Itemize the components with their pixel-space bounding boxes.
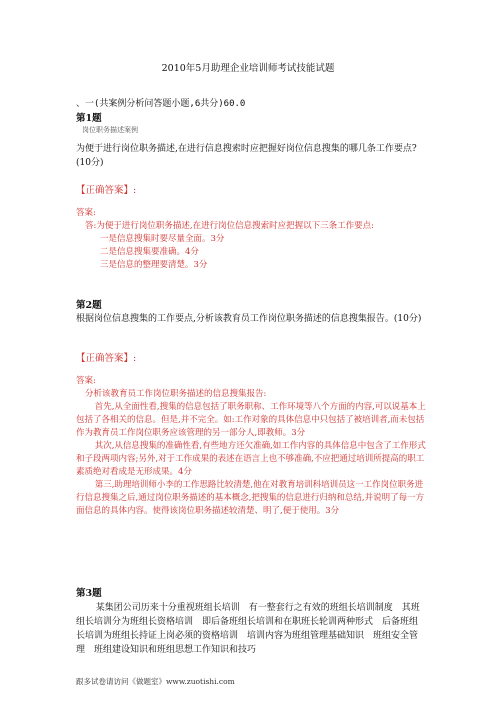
question-1-subtitle: 岗位职务描述案例 <box>82 126 138 134</box>
question-1-text: 为便于进行岗位职务描述,在进行信息搜索时应把握好岗位信息搜集的哪几条工作要点?(10分) <box>76 144 417 168</box>
answer-intro: 答:为便于进行岗位职务描述,在进行岗位信息搜索时应把握以下三条工作要点: <box>85 221 374 231</box>
question-2-text: 根据岗位信息搜集的工作要点,分析该教育员工作岗位职务描述的信息搜集报告。(10分) <box>76 314 422 324</box>
question-2-heading: 第2题 <box>76 300 102 311</box>
page-footer: 跟多试卷请访问《做题室》www.zuotishi.com <box>76 677 235 686</box>
answer-point: 二是信息搜集要准确。4分 <box>100 247 199 257</box>
question-3-heading: 第3题 <box>76 588 102 599</box>
section-header: 、一(共案例分析问答题小题,6共分)60.0 <box>76 99 246 109</box>
question-1-heading: 第1题 <box>76 113 102 124</box>
answer-label: 答案: <box>76 208 96 218</box>
answer-point: 一是信息搜集时要尽量全面。3分 <box>100 234 225 244</box>
answer-paragraph: 首先,从全面性看,搜集的信息包括了职务职称、工作环境等八个方面的内容,可以说基本上包括了各相关的信息。但是,并不完全。如:工作对象的具体信息中只包括了被培训者,而未包括作为教育员工作岗位职务应该管理的另一部分人,即教师。3分 <box>76 402 426 438</box>
answer-paragraph: 其次,从信息搜集的准确性看,有些地方还欠准确,如工作内容的具体信息中包含了工作形式和子段两项内容;另外,对于工作成果的表述在语言上也不够准确,不应把通过培训所提高的职工素质绝对看成是无形成果。4分 <box>76 441 426 477</box>
answer-label: 答案: <box>76 376 96 386</box>
answer-point: 三是信息的整理要清楚。3分 <box>100 260 208 270</box>
answer-paragraph: 分析该教育员工作岗位职务描述的信息搜集报告: <box>85 389 267 399</box>
question-2-answer-tag: 【正确答案】: <box>76 353 137 364</box>
document-title: 2010年5月助理企业培训师考试技能试题 <box>161 63 335 74</box>
question-3-text: 某集团公司历来十分重视班组长培训 有一整套行之有效的班组长培训制度 其班组长培训分为班组长资格培训 即后备班组长培训和在职班长轮训两种形式 后备班组长培训为班组长持证上岗必须的资格培训 培训内容为班组管理基础知识 班组安全管理 班组建设知识和班组思想工作知识和技巧 <box>76 603 420 655</box>
question-1-answer <box>76 207 426 272</box>
answer-paragraph: 第三,助理培训师小李的工作思路比较清楚,他在对教育培训科培训员这一工作岗位职务进行信息搜集之后,通过岗位职务描述的基本概念,把搜集的信息进行归纳和总结,并说明了每一方面信息的具体内容。使得该岗位职务描述较清楚、明了,便于使用。3分 <box>76 480 425 516</box>
question-2-answer <box>76 375 426 518</box>
question-1-answer-tag: 【正确答案】: <box>76 185 137 196</box>
